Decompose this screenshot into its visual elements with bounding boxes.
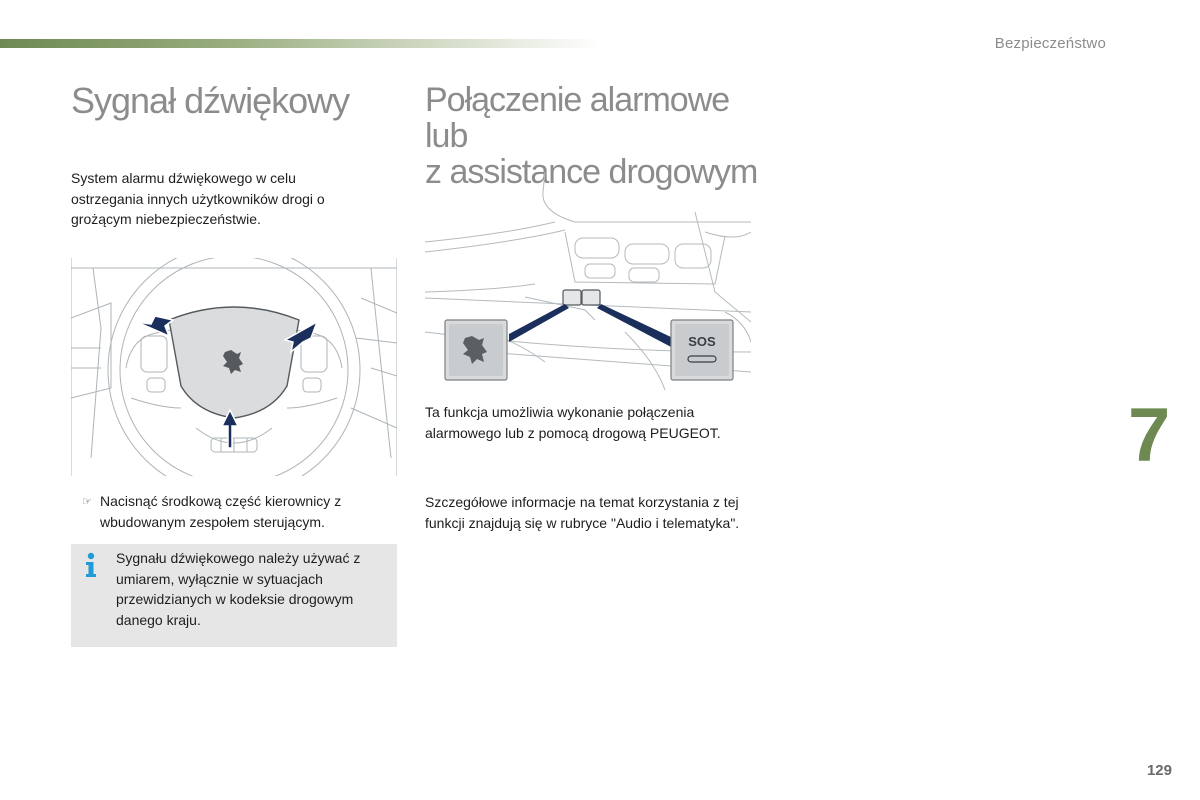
emergency-call-caption: Ta funkcja umożliwia wykonanie połączenia alarmowego lub z pomocą drogową PEUGEOT. [425, 404, 721, 441]
info-icon [83, 552, 99, 578]
horn-intro-text: System alarmu dźwiękowego w celu ostrzegania innych użytkowników drogi o grożącym niebezpieczeństwie. [71, 170, 325, 227]
ceiling-console-illustration [425, 172, 751, 390]
header-color-bar [0, 39, 600, 48]
section-label: Bezpieczeństwo [994, 35, 1106, 52]
horn-instruction-bullet [82, 491, 382, 532]
info-box [71, 544, 397, 647]
title-horn: Sygnał dźwiękowy [71, 80, 350, 121]
info-box-text: Sygnału dźwiękowego należy używać z umiarem, wyłącznie w sytuacjach przewidzianych w kodeksie drogowym danego kraju. [116, 550, 361, 628]
title-emergency-call-line2: z assistance drogowym [425, 153, 758, 191]
chapter-number: 7 [1128, 393, 1171, 478]
sos-button-label: SOS [688, 334, 716, 349]
bullet-hand-icon: ☞ [82, 496, 92, 508]
title-emergency-call-line1: Połączenie alarmowe lub [425, 81, 730, 155]
steering-wheel-illustration [71, 258, 397, 476]
horn-instruction-text: Nacisnąć środkową część kierownicy z wbudowanym zespołem sterującym. [100, 493, 342, 530]
emergency-call-details: Szczegółowe informacje na temat korzystania z tej funkcji znajdują się w rubryce "Audio i telematyka". [425, 494, 740, 531]
page-number: 129 [1146, 762, 1172, 779]
